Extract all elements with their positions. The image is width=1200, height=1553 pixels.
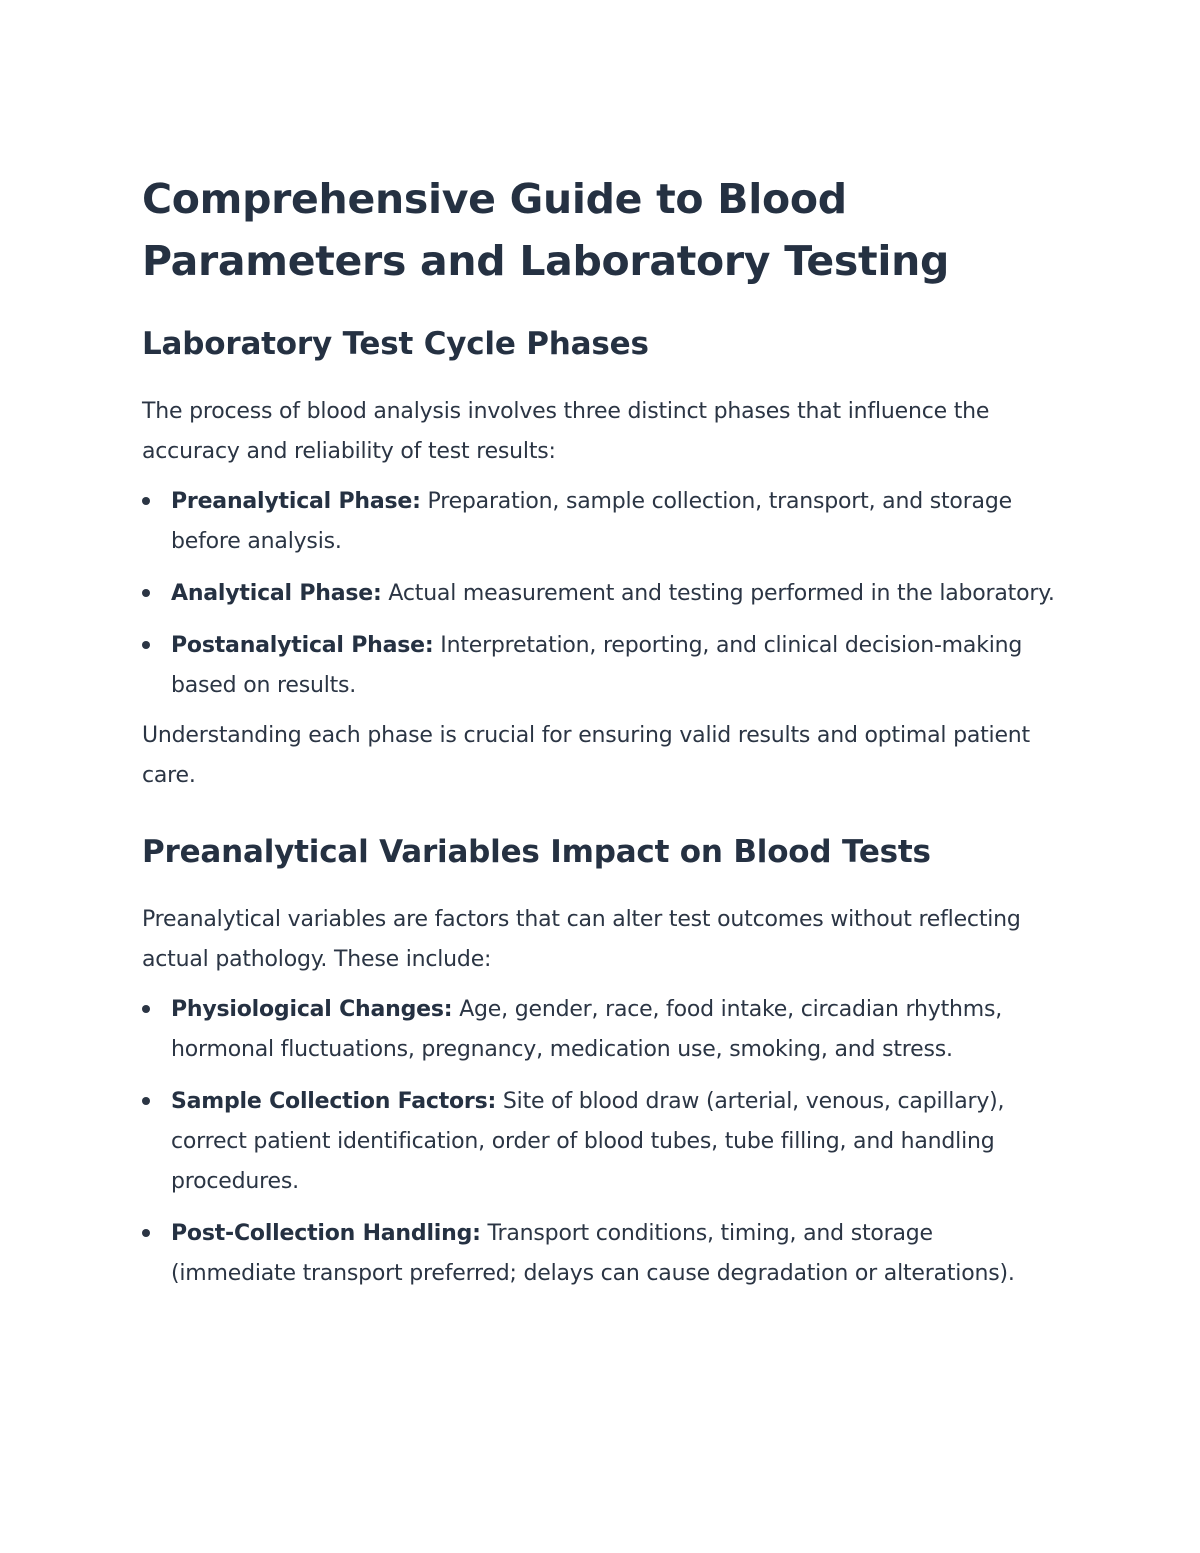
section-intro-preanalytical-variables: Preanalytical variables are factors that can alter test outcomes without reflecting actual pathology. These include: (142, 907, 1021, 972)
section-heading-test-cycle: Laboratory Test Cycle Phases (142, 326, 649, 362)
list-item-term: Post-Collection Handling: (171, 1221, 481, 1246)
bullet-icon (142, 497, 150, 505)
bullet-icon (142, 1229, 150, 1237)
list-item (142, 1082, 1062, 1202)
bullet-icon (142, 1005, 150, 1013)
list-item-term: Analytical Phase: (171, 581, 382, 606)
phase-list (142, 482, 1062, 706)
list-item (142, 482, 1062, 562)
page-title: Comprehensive Guide to Blood Parameters and Laboratory Testing (142, 175, 950, 285)
list-item-text: Transport conditions, timing, and storage (immediate transport preferred; delays can cause degradation or alterations). (171, 1221, 1015, 1286)
variables-list (142, 990, 1062, 1294)
bullet-icon (142, 589, 150, 597)
document-page (142, 168, 1062, 1294)
section-heading-preanalytical-variables: Preanalytical Variables Impact on Blood Tests (142, 834, 931, 870)
list-item-text: Age, gender, race, food intake, circadian rhythms, hormonal fluctuations, pregnancy, medication use, smoking, and stress. (171, 997, 1003, 1062)
list-item-term: Preanalytical Phase: (171, 489, 421, 514)
list-item (142, 574, 1062, 614)
section-intro-test-cycle: The process of blood analysis involves three distinct phases that influence the accuracy and reliability of test results: (142, 399, 990, 464)
bullet-icon (142, 641, 150, 649)
list-item-term: Sample Collection Factors: (171, 1089, 497, 1114)
list-item (142, 990, 1062, 1070)
list-item-text: Actual measurement and testing performed in the laboratory. (388, 581, 1055, 606)
list-item-term: Postanalytical Phase: (171, 633, 434, 658)
list-item (142, 1214, 1062, 1294)
list-item (142, 626, 1062, 706)
list-item-text: Site of blood draw (arterial, venous, capillary), correct patient identification, order of blood tubes, tube filling, and handling procedures. (171, 1089, 1005, 1194)
section-outro-test-cycle: Understanding each phase is crucial for ensuring valid results and optimal patient care. (142, 723, 1030, 788)
list-item-text: Interpretation, reporting, and clinical decision-making based on results. (171, 633, 1023, 698)
bullet-icon (142, 1097, 150, 1105)
list-item-term: Physiological Changes: (171, 997, 453, 1022)
list-item-text: Preparation, sample collection, transport, and storage before analysis. (171, 489, 1012, 554)
